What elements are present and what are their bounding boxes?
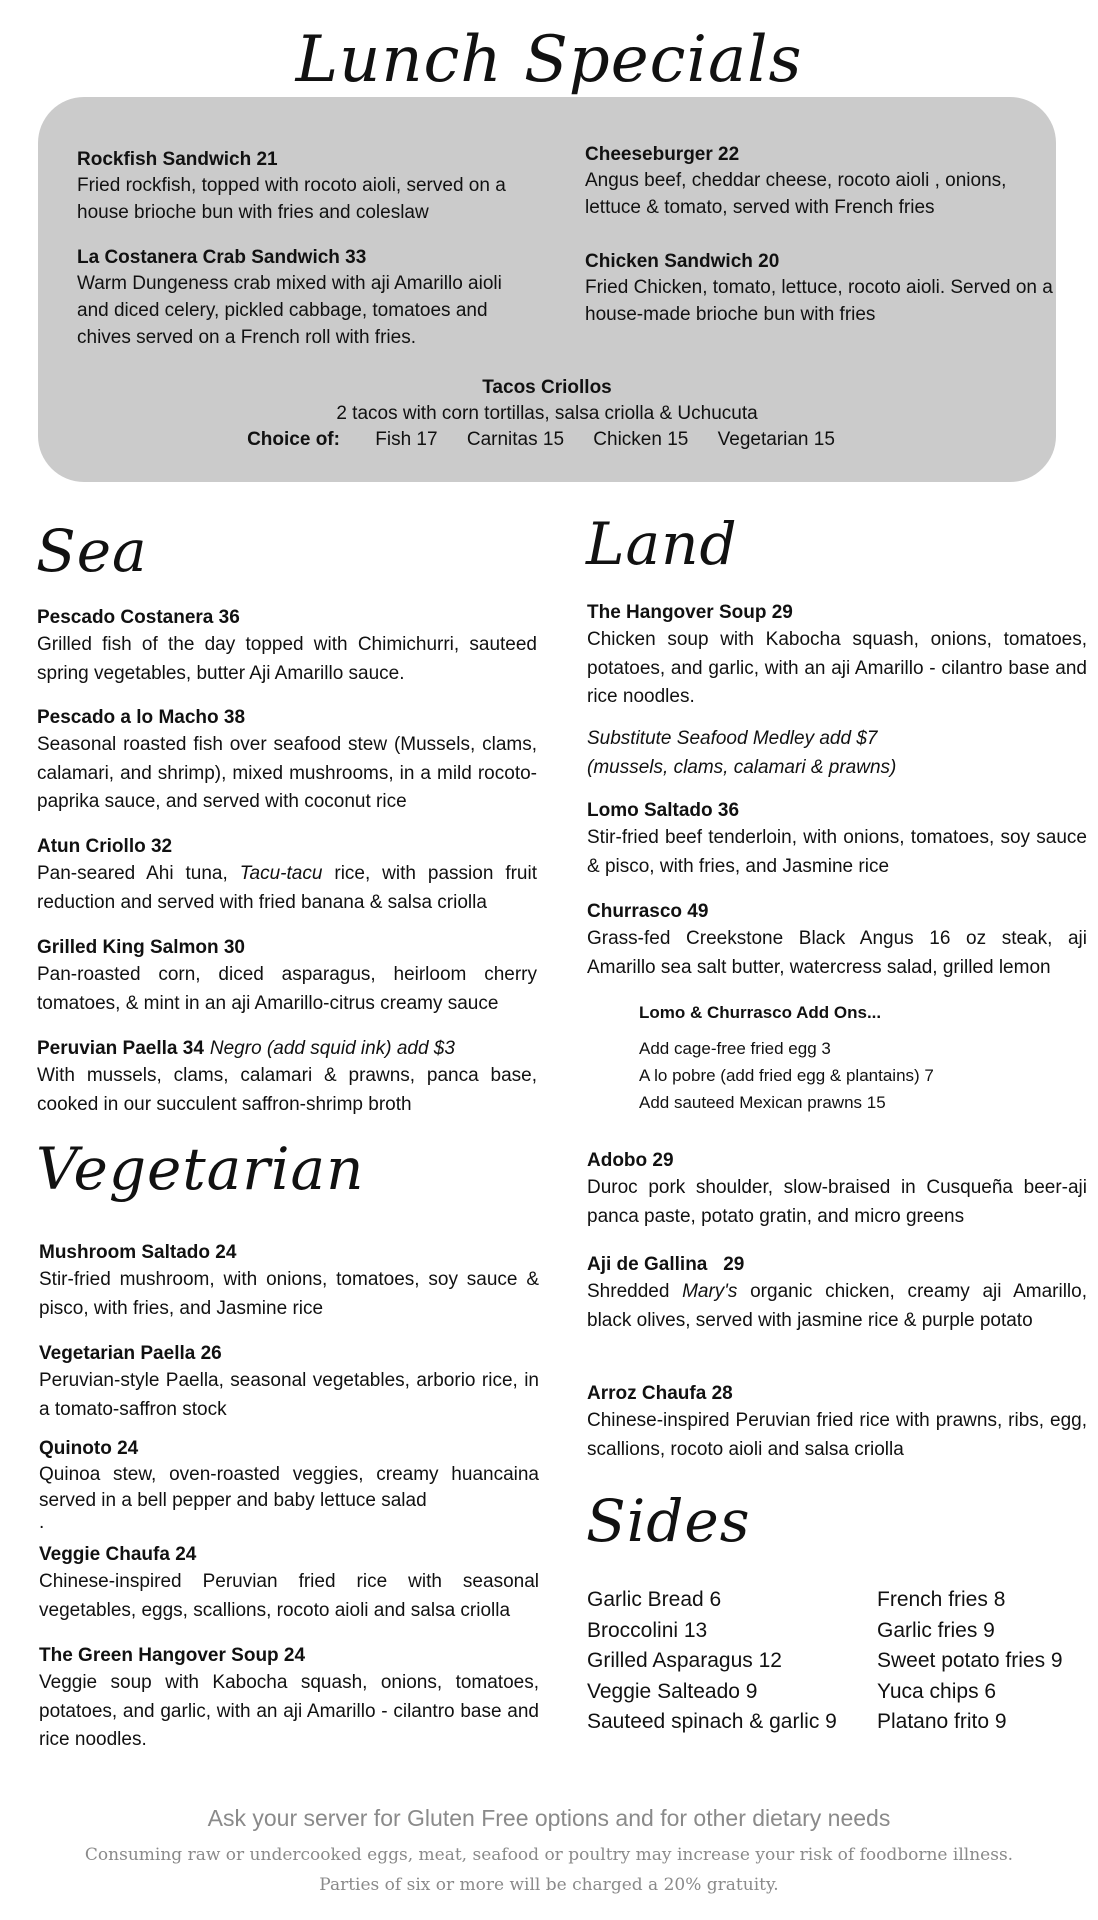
lunch-specials-panel <box>38 97 1056 482</box>
menu-item <box>37 1036 537 1119</box>
sides-list-right <box>877 1585 1063 1738</box>
item-description: Pan-roasted corn, diced asparagus, heirloom cherry tomatoes, & mint in an aji Amarillo-citrus creamy sauce <box>37 964 537 1014</box>
desc-text: Pan-seared Ahi tuna, <box>37 863 240 884</box>
menu-item <box>587 1252 1087 1335</box>
item-description: Warm Dungeness crab mixed with aji Amarillo aioli and diced celery, pickled cabbage, tomatoes and chives served on a French roll with fries. <box>77 273 502 348</box>
taco-option: Chicken 15 <box>593 429 689 450</box>
menu-item <box>587 798 1087 881</box>
side-item: Garlic fries 9 <box>877 1618 995 1642</box>
side-item: French fries 8 <box>877 1588 1006 1611</box>
item-name: Vegetarian Paella 26 <box>39 1343 222 1364</box>
item-name: Chicken Sandwich 20 <box>585 251 780 272</box>
item-name: Tacos Criollos <box>482 377 612 398</box>
item-description: Duroc pork shoulder, slow-braised in Cusqueña beer-aji panca paste, potato gratin, and micro greens <box>587 1177 1087 1227</box>
menu-item <box>587 899 1087 982</box>
item-name: Veggie Chaufa 24 <box>39 1544 197 1565</box>
item-description: Angus beef, cheddar cheese, rocoto aioli , onions, lettuce & tomato, served with French fries <box>585 170 1007 218</box>
item-name: La Costanera Crab Sandwich 33 <box>77 247 367 268</box>
special-cheeseburger <box>585 142 1055 221</box>
item-name: Churrasco 49 <box>587 901 709 922</box>
side-item: Broccolini 13 <box>587 1618 708 1642</box>
desc-text: Shredded <box>587 1281 683 1302</box>
item-description: Stir-fried beef tenderloin, with onions, tomatoes, soy sauce & pisco, with fries, and Jasmine rice <box>587 827 1087 877</box>
item-description: Grilled fish of the day topped with Chimichurri, sauteed spring vegetables, butter Aji Amarillo sauce. <box>37 634 537 684</box>
menu-item <box>39 1643 539 1755</box>
sides-list-left <box>587 1585 837 1738</box>
section-title-vegetarian: Vegetarian <box>36 1135 365 1203</box>
special-crab-sandwich <box>77 245 547 351</box>
menu-item <box>587 1381 1087 1464</box>
desc-text: rice, with passion fruit reduction and served with fried banana & salsa criolla <box>37 863 537 913</box>
item-name: Atun Criollo 32 <box>37 836 173 857</box>
menu-item <box>37 705 537 817</box>
item-description: Seasonal roasted fish over seafood stew (Mussels, clams, calamari, and shrimp), mixed mushrooms, in a mild rocoto-paprika sauce, and served with coconut rice <box>37 734 537 812</box>
item-name: Arroz Chaufa 28 <box>587 1383 733 1404</box>
item-description: Quinoa stew, oven-roasted veggies, creamy huancaina served in a bell pepper and baby lettuce salad <box>39 1464 539 1511</box>
menu-item <box>39 1341 539 1424</box>
item-description: Chicken soup with Kabocha squash, onions, tomatoes, potatoes, and garlic, with an aji Amarillo - cilantro base and rice noodles. <box>587 629 1087 707</box>
side-item: Sweet potato fries 9 <box>877 1649 1063 1672</box>
item-name: Lomo Saltado 36 <box>587 800 740 821</box>
add-on-line: A lo pobre (add fried egg & plantains) 7 <box>639 1066 934 1085</box>
item-name: Aji de Gallina 29 <box>587 1254 745 1275</box>
page-title: Lunch Specials <box>295 23 803 97</box>
menu-item <box>587 1148 1087 1231</box>
item-name: Pescado a lo Macho 38 <box>37 707 246 728</box>
taco-option: Vegetarian 15 <box>717 429 835 450</box>
add-on-line: Add cage-free fried egg 3 <box>639 1039 831 1058</box>
side-item: Grilled Asparagus 12 <box>587 1649 782 1672</box>
side-item: Yuca chips 6 <box>877 1679 997 1703</box>
item-description: Peruvian-style Paella, seasonal vegetables, arborio rice, in a tomato-saffron stock <box>39 1370 539 1420</box>
section-title-sides: Sides <box>586 1487 751 1555</box>
item-description: Fried rockfish, topped with rocoto aioli, served on a house brioche bun with fries and coleslaw <box>77 175 506 223</box>
item-description: 2 tacos with corn tortillas, salsa criolla & Uchucuta <box>336 403 758 424</box>
item-name: Grilled King Salmon 30 <box>37 937 245 958</box>
item-description: Grass-fed Creekstone Black Angus 16 oz steak, aji Amarillo sea salt butter, watercress salad, grilled lemon <box>587 928 1087 978</box>
desc-text: organic chicken, creamy aji Amarillo, black olives, served with jasmine rice & purple potato <box>587 1281 1087 1331</box>
menu-item <box>37 834 537 917</box>
item-description: Stir-fried mushroom, with onions, tomatoes, soy sauce & pisco, with fries, and Jasmine rice <box>39 1269 539 1319</box>
item-name: Rockfish Sandwich 21 <box>77 149 278 170</box>
item-description: Veggie soup with Kabocha squash, onions, tomatoes, potatoes, and garlic, with an aji Amarillo - cilantro base and rice noodles. <box>39 1672 539 1750</box>
item-extra: . <box>39 1512 45 1533</box>
desc-italic: Tacu-tacu <box>239 863 323 884</box>
item-name: The Hangover Soup 29 <box>587 602 793 623</box>
note-line: (mussels, clams, calamari & prawns) <box>587 756 897 778</box>
special-rockfish <box>77 147 547 226</box>
taco-option: Carnitas 15 <box>466 429 565 450</box>
side-item: Garlic Bread 6 <box>587 1588 722 1611</box>
item-name: Cheeseburger 22 <box>585 144 740 165</box>
substitute-note <box>587 725 1087 782</box>
special-chicken-sandwich <box>585 249 1055 328</box>
item-name: Mushroom Saltado 24 <box>39 1242 237 1263</box>
menu-item <box>37 935 537 1018</box>
item-description: Chinese-inspired Peruvian fried rice with prawns, ribs, egg, scallions, rocoto aioli and salsa criolla <box>587 1410 1087 1460</box>
side-item: Sauteed spinach & garlic 9 <box>587 1710 837 1733</box>
choice-label: Choice of: <box>247 429 340 450</box>
item-description <box>37 860 537 917</box>
item-name: Adobo 29 <box>587 1150 674 1171</box>
side-item: Veggie Salteado 9 <box>587 1679 758 1703</box>
section-title-sea: Sea <box>36 517 148 585</box>
menu-item <box>587 600 1087 712</box>
item-description: Chinese-inspired Peruvian fried rice with seasonal vegetables, eggs, scallions, rocoto aioli and salsa criolla <box>39 1571 539 1621</box>
menu-item <box>39 1240 539 1323</box>
item-name-text: Peruvian Paella 34 <box>37 1038 204 1059</box>
add-ons-box <box>639 1001 1059 1116</box>
footer-gluten-free-note: Ask your server for Gluten Free options and for other dietary needs <box>207 1805 891 1831</box>
menu-item <box>39 1436 539 1532</box>
menu-item <box>37 605 537 688</box>
taco-option: Fish 17 <box>375 429 438 450</box>
item-name: Pescado Costanera 36 <box>37 607 240 628</box>
note-line: Substitute Seafood Medley add $7 <box>587 728 878 749</box>
footer-gratuity-note: Parties of six or more will be charged a 20% gratuity. <box>319 1875 779 1895</box>
item-description <box>587 1278 1087 1335</box>
taco-choices <box>38 426 1056 453</box>
section-title-land: Land <box>586 510 738 578</box>
menu-item <box>39 1542 539 1625</box>
item-description: With mussels, clams, calamari & prawns, panca base, cooked in our succulent saffron-shrimp broth <box>37 1065 537 1115</box>
add-on-line: Add sauteed Mexican prawns 15 <box>639 1093 886 1112</box>
side-item: Platano frito 9 <box>877 1710 1007 1733</box>
desc-italic: Mary's <box>682 1281 738 1302</box>
item-name: Quinoto 24 <box>39 1438 139 1459</box>
footer-health-warning: Consuming raw or undercooked eggs, meat, seafood or poultry may increase your risk of foodborne illness. <box>84 1845 1014 1865</box>
item-description: Fried Chicken, tomato, lettuce, rocoto aioli. Served on a house-made brioche bun with fries <box>585 277 1053 325</box>
item-name: The Green Hangover Soup 24 <box>39 1645 306 1666</box>
item-name <box>37 1036 537 1062</box>
special-tacos-criollos <box>38 375 1056 453</box>
add-ons-title: Lomo & Churrasco Add Ons... <box>639 1003 882 1022</box>
item-note: Negro (add squid ink) add $3 <box>209 1038 455 1059</box>
